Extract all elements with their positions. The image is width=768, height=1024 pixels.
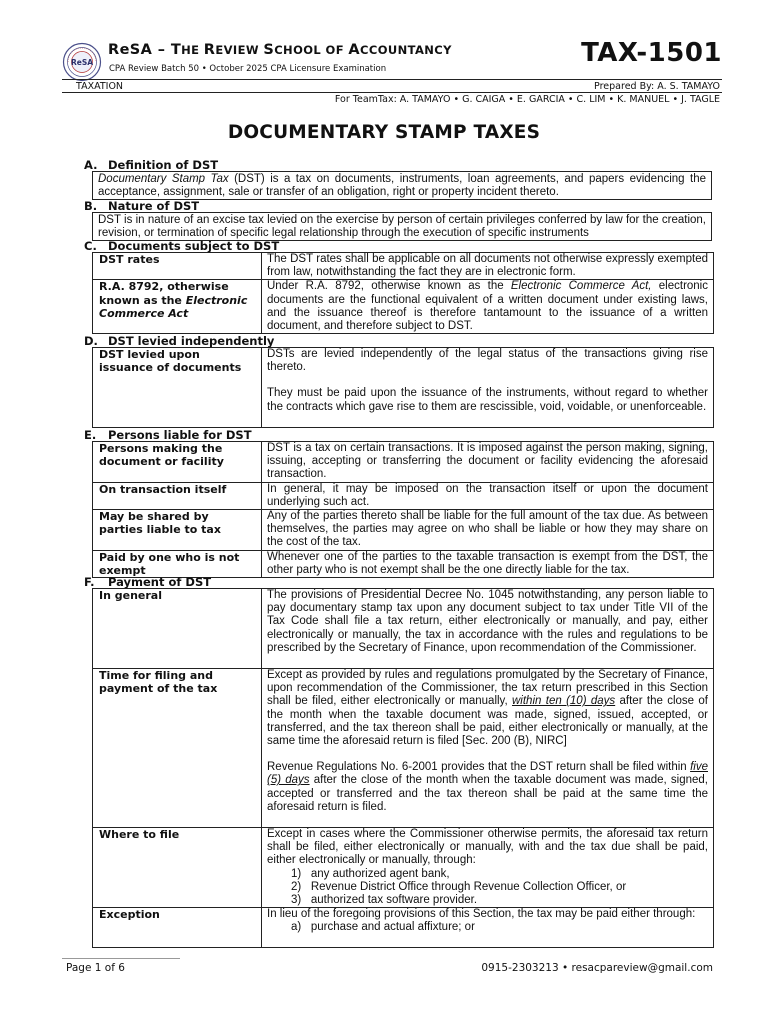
row-key: Exception bbox=[93, 908, 262, 948]
header-rule-2 bbox=[62, 92, 722, 93]
row-key: Paid by one who is not exempt bbox=[93, 550, 262, 578]
row-key: DST rates bbox=[93, 253, 262, 280]
prepared-by: Prepared By: A. S. TAMAYO bbox=[594, 81, 720, 92]
table-row bbox=[93, 280, 714, 334]
list-item: 2) Revenue District Office through Revenue Collection Officer, or bbox=[291, 880, 627, 893]
table-row bbox=[93, 828, 714, 908]
nature-box: DST is in nature of an excise tax levied on the exercise by person of certain privileges conferred by law for the creation, revision, or termination of specific legal relationship through the execution of specific instruments bbox=[92, 212, 712, 241]
list-item: a) purchase and actual affixture; or bbox=[291, 921, 475, 934]
row-key: In general bbox=[93, 589, 262, 669]
row-value: Any of the parties thereto shall be liable for the full amount of the tax due. As between themselves, the parties may agree on who shall be liable or how they may share on the cost of the tax. bbox=[262, 510, 714, 551]
row-key: On transaction itself bbox=[93, 482, 262, 509]
row-value: DST is a tax on certain transactions. It is imposed against the person making, signing, issuing, accepting or transferring the document or facility evidencing the aforesaid transaction. bbox=[262, 442, 714, 483]
list-item: 3) authorized tax software provider. bbox=[291, 894, 478, 907]
table-row bbox=[93, 669, 714, 828]
levied-table bbox=[92, 347, 714, 428]
document-code: TAX-1501 bbox=[581, 38, 722, 68]
row-value: Except in cases where the Commissioner otherwise permits, the aforesaid tax return shall be filed, either electronically or manually, with and the tax due shall be paid, either electronically or manually, through: 1) any authorized agent bank, 2) Revenue District Office through Revenue Collection Officer, or 3) authorized tax software provider. bbox=[262, 828, 714, 908]
svg-text:ReSA: ReSA bbox=[70, 58, 94, 67]
section-heading-a: A. Definition of DST bbox=[84, 158, 219, 172]
payment-table bbox=[92, 588, 714, 948]
table-row bbox=[93, 589, 714, 669]
section-heading-d: D. DST levied independently bbox=[84, 334, 275, 348]
row-key: May be shared by parties liable to tax bbox=[93, 510, 262, 551]
row-value: In general, it may be imposed on the transaction itself or upon the document underlying such act. bbox=[262, 482, 714, 509]
definition-box: Documentary Stamp Tax (DST) is a tax on documents, instruments, loan agreements, and papers evidencing the acceptance, assignment, sale or transfer of an obligation, right or property incident thereto. bbox=[92, 171, 712, 200]
team-line: For TeamTax: A. TAMAYO • G. CAIGA • E. GARCIA • C. LIM • K. MANUEL • J. TAGLE bbox=[334, 94, 720, 105]
row-key: R.A. 8792, otherwise known as the Electronic Commerce Act bbox=[93, 280, 262, 334]
footer-contact: 0915-2303213 • resacpareview@gmail.com bbox=[481, 962, 713, 974]
table-row bbox=[93, 253, 714, 280]
section-heading-f: F. Payment of DST bbox=[84, 575, 212, 589]
row-value: Under R.A. 8792, otherwise known as the Electronic Commerce Act, electronic documents are the functional equivalent of a written document under existing laws, and the issuance thereof is therefore tantamount to the issuance of a written document, and therefore subject to DST. bbox=[262, 280, 714, 334]
table-row bbox=[93, 550, 714, 578]
resa-logo-icon bbox=[62, 42, 102, 82]
row-value: DSTs are levied independently of the legal status of the transactions giving rise thereto. They must be paid upon the issuance of the instruments, without regard to whether the contracts which gave rise to them are rescissible, void, voidable, or unenforceable. bbox=[262, 348, 714, 428]
row-key: Time for filing and payment of the tax bbox=[93, 669, 262, 828]
section-heading-b: B. Nature of DST bbox=[84, 199, 200, 213]
row-value: In lieu of the foregoing provisions of this Section, the tax may be paid either through: a) purchase and actual affixture; or bbox=[262, 908, 714, 948]
table-row bbox=[93, 442, 714, 483]
header-rule bbox=[62, 79, 722, 80]
table-row bbox=[93, 908, 714, 948]
row-value: The provisions of Presidential Decree No. 1045 notwithstanding, any person liable to pay documentary stamp tax upon any document subject to tax under Title VII of the Tax Code shall file a tax return, either electronically or manually, and pay, either electronically or manually, the tax in accordance with the rules and regulations to be prescribed by the Secretary of Finance, upon recommendation of the Commissioner. bbox=[262, 589, 714, 669]
subject-label: TAXATION bbox=[76, 81, 124, 92]
row-key: Persons making the document or facility bbox=[93, 442, 262, 483]
footer-rule bbox=[62, 958, 180, 959]
table-row bbox=[93, 348, 714, 428]
list-item: 1) any authorized agent bank, bbox=[291, 867, 450, 880]
row-key: DST levied upon issuance of documents bbox=[93, 348, 262, 428]
page-title: DOCUMENTARY STAMP TAXES bbox=[227, 122, 541, 143]
row-value: Except as provided by rules and regulations promulgated by the Secretary of Finance, upon recommendation of the Commissioner, the tax return prescribed in this Section shall be filed, either electronically or manually, within ten (10) days after the close of the month when the taxable document was made, signed, issued, accepted, or transferred, and the tax thereon shall be paid, either electronically or manually, at the same time the aforesaid return is filed [Sec. 200 (B), NIRC] Revenue Regulations No. 6-2001 provides that the DST return shall be filed within five (5) days after the close of the month when the taxable document was made, signed, accepted or transferred and the tax thereon shall be paid at the same time the aforesaid return is filed. bbox=[262, 669, 714, 828]
page-number: Page 1 of 6 bbox=[66, 962, 125, 974]
persons-liable-table bbox=[92, 441, 714, 578]
row-value: The DST rates shall be applicable on all documents not otherwise expressly exempted from law, notwithstanding the fact they are in electronic form. bbox=[262, 253, 714, 280]
row-key: Where to file bbox=[93, 828, 262, 908]
batch-line: CPA Review Batch 50 • October 2025 CPA Licensure Examination bbox=[109, 64, 387, 74]
page-header bbox=[62, 40, 722, 80]
section-heading-e: E. Persons liable for DST bbox=[84, 428, 252, 442]
row-value: Whenever one of the parties to the taxable transaction is exempt from the DST, the other party who is not exempt shall be the one directly liable for the tax. bbox=[262, 550, 714, 578]
documents-table bbox=[92, 252, 714, 334]
table-row bbox=[93, 510, 714, 551]
section-heading-c: C. Documents subject to DST bbox=[84, 239, 280, 253]
table-row bbox=[93, 482, 714, 509]
school-name: ReSA – THE REVIEW SCHOOL OF ACCOUNTANCY bbox=[108, 42, 452, 58]
